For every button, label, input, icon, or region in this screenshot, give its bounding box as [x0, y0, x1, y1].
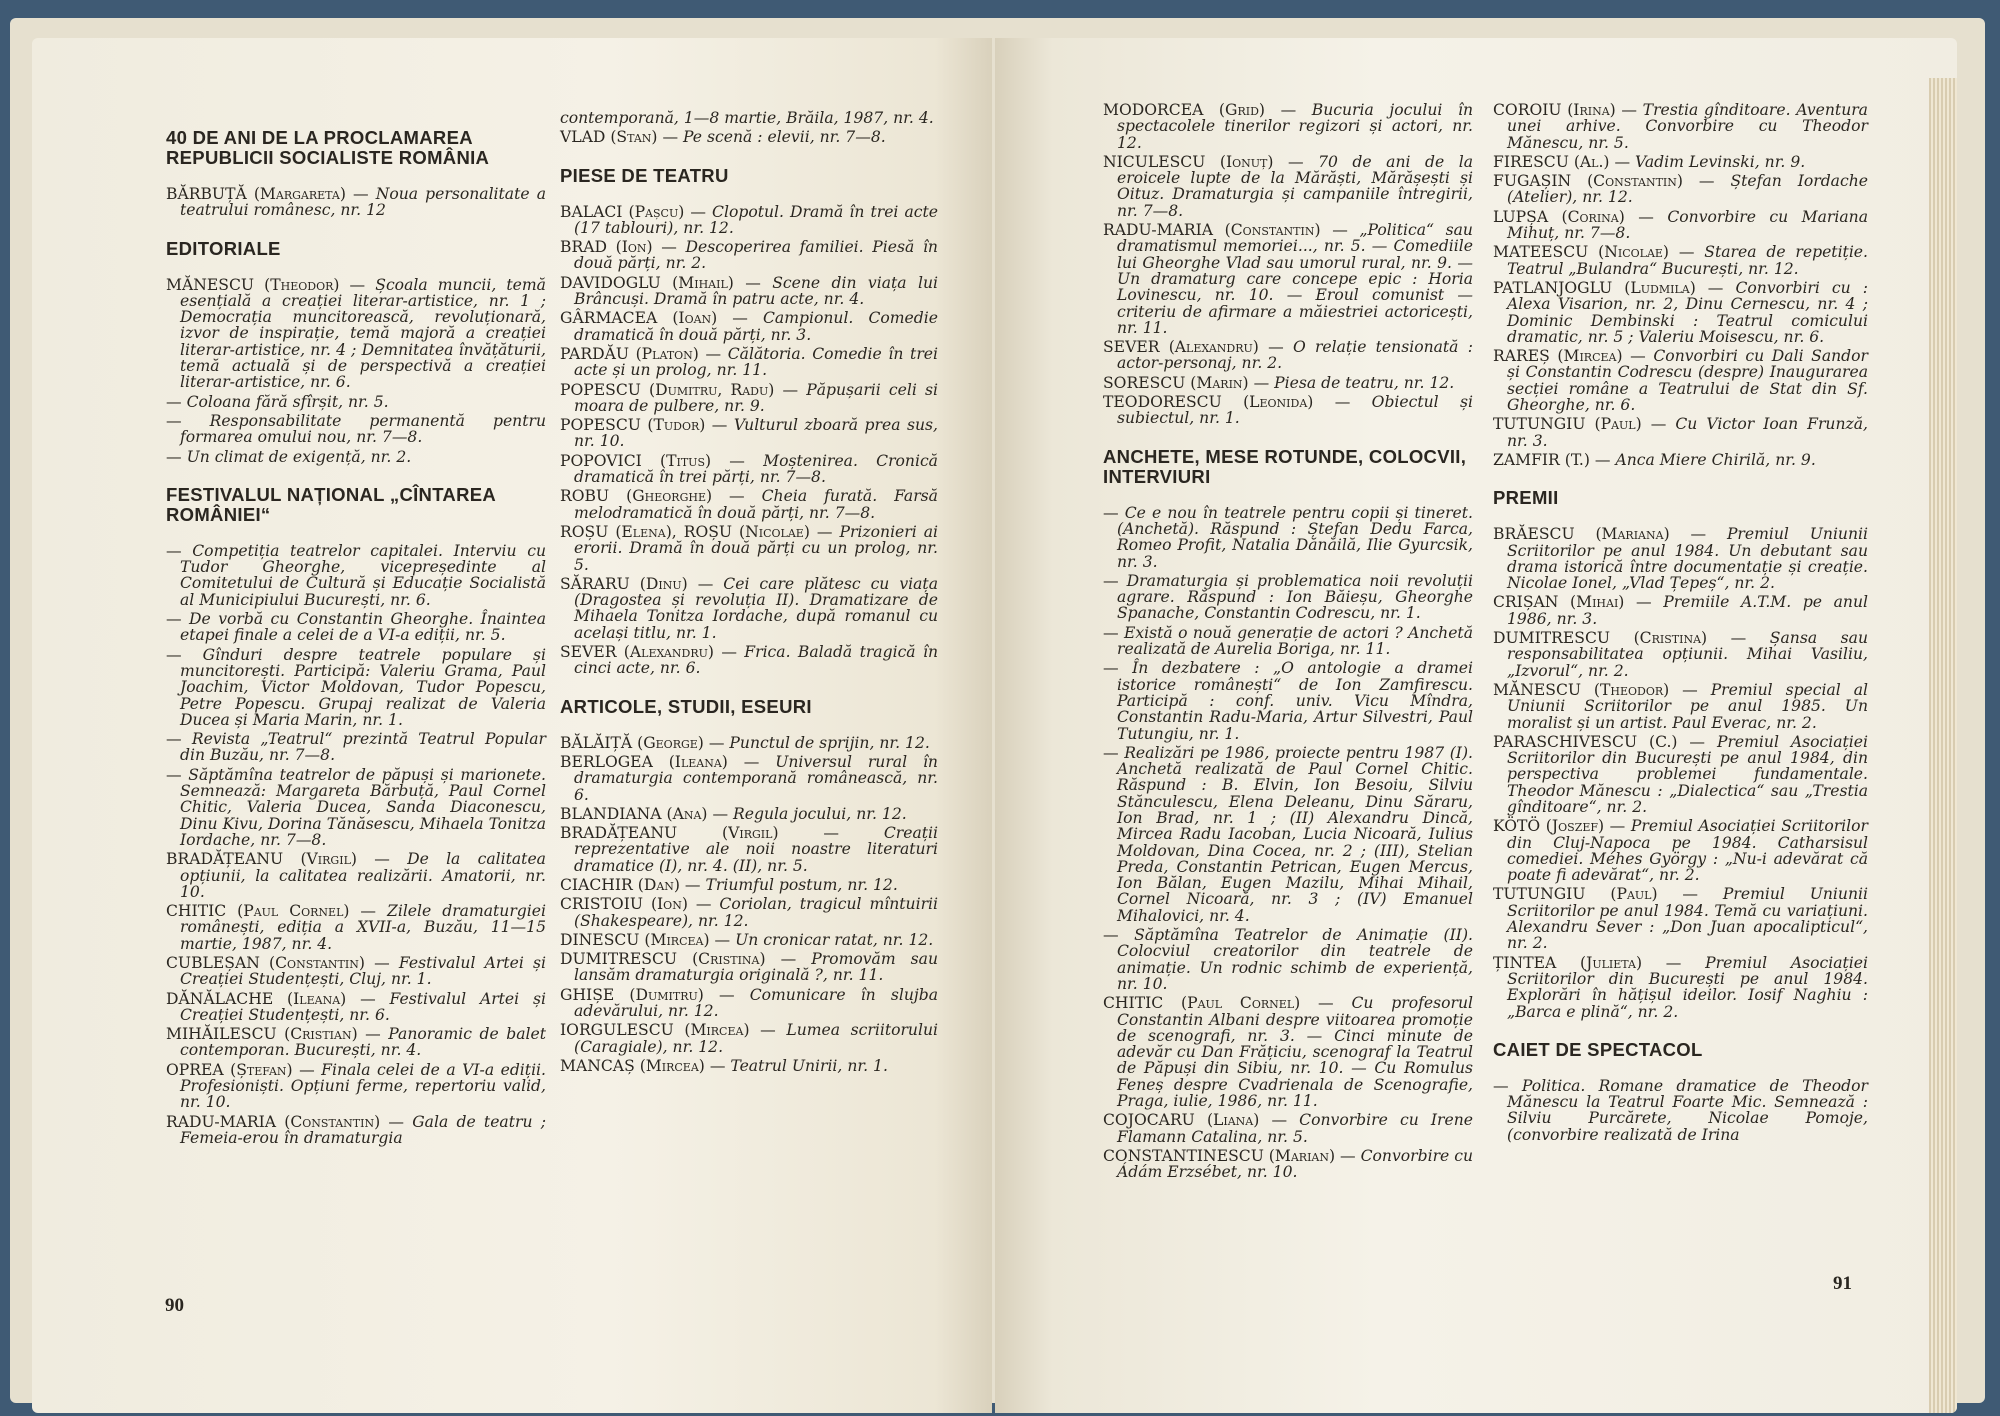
bibliography-entry [1493, 280, 1868, 345]
entry-author: — [1103, 503, 1119, 522]
entry-title: Cheia furată. Farsă melodramatică în două părți, nr. 7—8. [574, 487, 938, 522]
entry-title: Punctul de sprijin, nr. 12. [729, 733, 930, 752]
entry-author: GÂRMACEA (Ioan) — [560, 309, 748, 328]
entry-author: BĂLĂIȚĂ (George) — [560, 733, 725, 752]
bibliography-entry [560, 1022, 938, 1055]
entry-author: SĂRARU (Dinu) — [560, 574, 714, 593]
entry-title: Vulturul zboară prea sus, nr. 10. [574, 416, 938, 451]
bibliography-entry [166, 611, 546, 644]
entry-title: Premiul Asociației Scriitorilor din București pe anul 1984, din perspectiva problemei fundamentale. Theodor Mănescu : „Dialectica“ sau „Trestia gînditoare“, nr. 2. [1507, 732, 1868, 816]
entry-author: CRIȘAN (Mihai) — [1493, 593, 1652, 612]
entry-title: Gala de teatru ; Femeia-erou în dramaturgia [180, 1112, 546, 1147]
left-page-column-2 [560, 110, 938, 1077]
entry-title: Lumea scriitorului (Caragiale), nr. 12. [574, 1021, 938, 1056]
entry-title: Zilele dramaturgiei românești, ediția a XVII-a, Buzău, 11—15 martie, 1987, nr. 4. [180, 902, 546, 953]
entry-author: CRISTOIU (Ion) — [560, 895, 712, 914]
entry-title: 70 de ani de la eroicele lupte de la Mărăști, Mărășești și Oituz. Dramaturgia și campaniile întregirii, nr. 7—8. [1117, 152, 1473, 220]
bibliography-entry [1103, 927, 1473, 992]
entry-title: Ștefan Iordache (Atelier), nr. 12. [1507, 172, 1868, 207]
bibliography-entry [166, 543, 546, 608]
section-heading: ARTICOLE, STUDII, ESEURI [560, 695, 812, 717]
entry-author: GHIȘE (Dumitru) — [560, 985, 735, 1004]
entry-title: Cu profesorul Constantin Albani despre viitoarea promoție de scenografi, nr. 3. — Cinci minute de adevăr cu Dan Frățiciu, scenograf la Teatrul de Păpuși din Sibiu, nr. 10. — Cu Romulus Feneș despre Cvadrienala de Scenografie, Praga, iulie, 1986, nr. 11. [1117, 994, 1473, 1111]
entry-author: — [166, 411, 182, 430]
entry-author: — [1103, 659, 1119, 678]
entry-author: MĂNESCU (Theodor) — [166, 275, 366, 294]
entry-title: Gînduri despre teatrele populare și muncitorești. Participă: Valeriu Grama, Paul Joachim, Victor Moldovan, Tudor Popescu, Petre Popescu. Grupaj realizat de Valeria Ducea și Maria Marin, nr. 1. [180, 645, 546, 729]
entry-title: Promovăm sau lansăm dramaturgia originală ?, nr. 11. [574, 950, 938, 985]
bibliography-entry [560, 932, 938, 948]
entry-title: Starea de repetiție. Teatrul „Bulandra“ București, nr. 12. [1507, 243, 1868, 278]
bibliography-entry [560, 488, 938, 521]
entry-title: Trestia gînditoare. Aventura unei arhive. Convorbire cu Theodor Mănescu, nr. 5. [1507, 101, 1868, 152]
entry-author: NICULESCU (Ionuț) — [1103, 152, 1304, 171]
entry-title: Finala celei de a VI-a ediții. Profesioniști. Opțiuni ferme, repertoriu valid, nr. 10. [180, 1060, 546, 1112]
bibliography-entry [560, 877, 938, 893]
section-heading: 40 DE ANI DE LA PROCLAMAREA REPUBLICII SOCIALISTE ROMÂNIA [166, 127, 490, 168]
entry-title: Coloana fără sfîrșit, nr. 5. [186, 392, 389, 411]
bibliography-entry [1103, 660, 1473, 741]
entry-title: Pe scenă : elevii, nr. 7—8. [683, 128, 886, 147]
entry-title: Realizări pe 1986, proiecte pentru 1987 (I). Anchetă realizată de Paul Cornel Chitic. Răspund : B. Elvin, Ion Besoiu, Silviu Stănculescu, Elena Deleanu, Dinu Săraru, Ion Brad, nr. 1 ; (II) Alexandru Dincă, Mircea Radu Iacoban, Lucia Nicoară, Iulius Moldovan, Dina Cocea, nr. 2 ; (III), Stelian Preda, Constantin Petrican, Eugen Mercus, Ion Bălan, Eugen Mazilu, Mihai Mihail, Cornel Nicoară, nr. 3 ; (IV) Emanuel Mihalovici, nr. 4. [1117, 743, 1473, 925]
bibliography-entry [560, 382, 938, 415]
entry-title: Creații reprezentative ale noii noastre literaturi dramatice (I), nr. 4. (II), nr. 5. [574, 824, 938, 875]
bibliography-entry [166, 1062, 546, 1111]
bibliography-entry [1103, 573, 1473, 622]
entry-title: Săptămîna Teatrelor de Animație (II). Colocviul creatorilor din teatrele de animație. Un rodnic schimb de experiență, nr. 10. [1117, 926, 1473, 993]
bibliography-entry [1103, 625, 1473, 658]
entry-author: CIACHIR (Dan) — [560, 875, 701, 894]
entry-title: O relație tensionată : actor-personaj, nr. 2. [1117, 338, 1473, 373]
bibliography-entry [1493, 682, 1868, 731]
bibliography-entry [1493, 886, 1868, 951]
entry-author: OPREA (Ștefan) — [166, 1060, 315, 1079]
bibliography-entry [166, 394, 546, 410]
bibliography-entry [1493, 244, 1868, 277]
bibliography-entry [560, 825, 938, 874]
bibliography-entry [1493, 526, 1868, 591]
entry-author: PARASCHIVESCU (C.) — [1493, 732, 1706, 751]
entry-title: Cu Victor Ioan Frunză, nr. 3. [1507, 415, 1868, 450]
entry-author: CUBLEȘAN (Constantin) — [166, 953, 390, 972]
bibliography-entry [1493, 209, 1868, 242]
bibliography-entry [560, 951, 938, 984]
entry-title: Panoramic de balet contemporan. București, nr. 4. [180, 1025, 546, 1060]
page-number-left: 90 [165, 1295, 184, 1316]
entry-author: BRĂESCU (Mariana) — [1493, 525, 1707, 544]
entry-author: ZAMFIR (T.) — [1493, 450, 1611, 469]
entry-author: POPOVICI (Titus) — [560, 451, 745, 470]
entry-author: MĂNESCU (Theodor) — [1493, 680, 1698, 699]
entry-author: — [1103, 623, 1119, 642]
bibliography-entry [166, 1026, 546, 1059]
entry-title: Obiectul și subiectul, nr. 1. [1117, 393, 1473, 428]
entry-author: VLAD (Stan) — [560, 128, 679, 147]
entry-author: BERLOGEA (Ileana) — [560, 752, 760, 771]
entry-title: Există o nouă generație de actori ? Anchetă realizată de Aurelia Boriga, nr. 11. [1117, 623, 1473, 659]
entry-title: Săptămîna teatrelor de păpuși și marionete. Semnează: Margareta Bărbuță, Paul Cornel Chitic, Valeria Ducea, Sanda Diaconescu, Dinu Kivu, Dorina Tănăsescu, Mihaela Tonitza Iordache, nr. 7—8. [180, 765, 546, 849]
entry-title: Clopotul. Dramă în trei acte (17 tablouri), nr. 12. [574, 202, 939, 237]
bibliography-entry [166, 903, 546, 952]
entry-author: POPESCU (Dumitru, Radu) — [560, 380, 799, 399]
entry-author: — [166, 447, 182, 466]
entry-continuation [560, 110, 938, 126]
bibliography-entry [560, 806, 938, 822]
entry-author: PATLANJOGLU (Ludmila) — [1493, 278, 1724, 297]
entry-title: Anca Miere Chirilă, nr. 9. [1615, 450, 1816, 469]
entry-title: Convorbire cu Ádám Erzsébet, nr. 10. [1117, 1146, 1473, 1182]
entry-author: DUMITRESCU (Cristina) — [560, 950, 797, 969]
entry-title: Convorbiri cu : Alexa Visarion, nr. 2, Dinu Cernescu, nr. 4 ; Dominic Dembinski : Teatrul comicului dramatic, nr. 5 ; Valeriu Moisescu, nr. 6. [1507, 278, 1868, 346]
bibliography-entry [166, 851, 546, 900]
entry-author: CONSTANTINESCU (Marian) — [1103, 1146, 1356, 1165]
left-page-column-1 [166, 100, 546, 1149]
bibliography-entry [560, 1058, 938, 1074]
bibliography-entry [1103, 1112, 1473, 1145]
entry-title: Teatrul Unirii, nr. 1. [730, 1056, 888, 1075]
entry-title: Premiul Asociației Scriitorilor din Cluj-Napoca pe 1984. Catharsisul comediei. Méhes György : „Nu-i adevărat că poate fi adevărat“, nr. 2. [1507, 817, 1868, 885]
entry-title: Școala muncii, temă esențială a creației literar-artistice, nr. 1 ; Democrația muncitorească, revoluționară, izvor de inspirație, temă majoră a creației literar-artistice, nr. 4 ; Demnitatea învățăturii, temă actuală și de perspectivă a creației literar-artistice, nr. 6. [180, 275, 546, 392]
bibliography-entry [560, 524, 938, 573]
bibliography-entry [1493, 955, 1868, 1020]
entry-author: — [166, 765, 182, 784]
bibliography-entry [1493, 1078, 1868, 1143]
bibliography-entry [166, 413, 546, 446]
entry-author: BĂRBUȚĂ (Margareta) — [166, 185, 369, 203]
entry-author: — [1103, 926, 1119, 945]
entry-author: KÖTÖ (Joszef) — [1493, 817, 1626, 836]
entry-title: Descoperirea familiei. Piesă în două părți, nr. 2. [574, 238, 938, 273]
bibliography-entry [560, 987, 938, 1020]
bibliography-entry [1103, 154, 1473, 219]
entry-title: Șansa sau responsabilitatea opțiunii. Mihai Vasiliu, „Izvorul“, nr. 2. [1507, 629, 1868, 680]
entry-author: COJOCARU (Liana) — [1103, 1111, 1288, 1130]
entry-author: DĂNĂLACHE (Ileana) — [166, 989, 376, 1008]
bibliography-entry [1103, 394, 1473, 427]
bibliography-entry [166, 449, 546, 465]
entry-title: Vadim Levinski, nr. 9. [1635, 152, 1806, 171]
bibliography-entry [560, 310, 938, 343]
entry-title: Călătoria. Comedie în trei acte și un prolog, nr. 11. [574, 344, 938, 380]
page-edges [1929, 78, 1957, 1413]
entry-author: TEODORESCU (Leonida) — [1103, 393, 1351, 412]
entry-author: — [1103, 571, 1119, 590]
bibliography-entry [166, 1114, 546, 1147]
entry-author: RADU-MARIA (Constantin) — [166, 1112, 404, 1131]
entry-title: Dramaturgia și problematica noii revoluții agrare. Răspund : Ion Băieșu, Gheorghe Spanache, Constantin Codrescu, nr. 1. [1117, 571, 1473, 623]
entry-author: IORGULESCU (Mircea) — [560, 1021, 776, 1040]
entry-title: Competiția teatrelor capitalei. Interviu cu Tudor Gheorghe, vicepreședinte al Comitetului de Cultură și Educație Socialistă al Municipiului București, nr. 6. [180, 541, 546, 609]
entry-title: Premiul Uniunii Scriitorilor pe anul 1984. Un debutant sau drama istorică între documentație și creație. Nicolae Ionel, „Vlad Țepeș“, nr. 2. [1507, 525, 1868, 593]
bibliography-entry [1493, 173, 1868, 206]
bibliography-entry [1493, 102, 1868, 151]
bibliography-entry [560, 129, 938, 145]
bibliography-entry [166, 731, 546, 764]
bibliography-entry [166, 647, 546, 728]
entry-title: Piesa de teatru, nr. 12. [1274, 373, 1455, 392]
entry-title: Premiul Asociației Scriitorilor din București pe anul 1984. Explorări în hățișul ideilor. Iosif Naghiu : „Barca e plină“, nr. 2. [1507, 953, 1869, 1021]
entry-title: Cei care plătesc cu viața (Dragostea și revoluția II). Dramatizare de Mihaela Tonitza Iordache, după romanul cu același titlu, nr. 1. [574, 574, 938, 642]
section-heading: PREMII [1493, 487, 1559, 509]
entry-title: Universul rural în dramaturgia contemporană românească, nr. 6. [574, 752, 938, 804]
bibliography-entry [1493, 154, 1868, 170]
entry-title: Bucuria jocului în spectacolele tinerilor regizori și actori, nr. 12. [1117, 101, 1474, 152]
entry-author: MATEESCU (Nicolae) — [1493, 243, 1695, 262]
entry-title: Convorbire cu Irene Flamann Catalina, nr. 5. [1117, 1111, 1473, 1146]
entry-title: Frica. Baladă tragică în cinci acte, nr. 6. [574, 643, 938, 678]
section-heading: ANCHETE, MESE ROTUNDE, COLOCVII, INTERVIURI [1103, 445, 1467, 487]
entry-title: Triumful postum, nr. 12. [705, 875, 898, 894]
entry-author: COROIU (Irina) — [1493, 101, 1637, 119]
bibliography-entry [1103, 745, 1473, 924]
right-page-column-1 [1103, 102, 1473, 1184]
bibliography-entry [1103, 995, 1473, 1109]
entry-author: SEVER (Alexandru) — [1103, 338, 1284, 357]
right-page-column-2 [1493, 102, 1868, 1146]
entry-author: MIHĂILESCU (Cristian) — [166, 1025, 381, 1044]
entry-title: „Politica“ sau dramatismul memoriei..., nr. 5. — Comediile lui Gheorghe Vlad sau umorul rural, nr. 9. — Un dramaturg care concepe epic : Horia Lovinescu, nr. 10. — Eroul comunist — criteriu de afirmare a măiestriei actoricești, nr. 11. [1117, 221, 1473, 337]
bibliography-entry [560, 204, 938, 237]
bibliography-entry [166, 767, 546, 848]
entry-title: Ce e nou în teatrele pentru copii și tineret. (Anchetă). Răspund : Ștefan Dedu Farca, Romeo Profit, Natalia Dănăilă, Ilie Gyurcsik, nr. 3. [1117, 503, 1473, 571]
entry-title: De vorbă cu Constantin Gheorghe. Înaintea etapei finale a celei de a VI-a ediții, nr. 5. [180, 610, 546, 645]
entry-author: POPESCU (Tudor) — [560, 416, 728, 435]
entry-author: SEVER (Alexandru) — [560, 643, 737, 662]
entry-title: Un cronicar ratat, nr. 12. [735, 930, 934, 949]
bibliography-entry [1103, 1148, 1473, 1181]
entry-title: Un climat de exigență, nr. 2. [186, 447, 412, 466]
bibliography-entry [560, 417, 938, 450]
bibliography-entry [1493, 416, 1868, 449]
entry-author: ROBU (Gheorghe) — [560, 487, 745, 506]
bibliography-entry [1493, 348, 1868, 413]
bibliography-entry [1103, 375, 1473, 391]
entry-title: Festivalul Artei și Creației Studențești, nr. 6. [180, 989, 546, 1024]
bibliography-entry [1493, 734, 1868, 815]
bibliography-entry [560, 275, 938, 308]
entry-author: — [1493, 1076, 1509, 1095]
entry-author: BRAD (Ion) — [560, 238, 677, 257]
entry-author: ROȘU (Elena), ROȘU (Nicolae) — [560, 522, 833, 541]
entry-title: Regula jocului, nr. 12. [733, 804, 907, 823]
entry-title: Convorbire cu Mariana Mihuț, nr. 7—8. [1507, 207, 1868, 243]
entry-title: Noua personalitate a teatrului românesc, nr. 12 [180, 185, 546, 220]
entry-author: BALACI (Pașcu) — [560, 202, 706, 221]
entry-title: Scene din viața lui Brâncuși. Dramă în patru acte, nr. 4. [574, 273, 938, 309]
entry-author: — [166, 730, 182, 749]
entry-author: RADU-MARIA (Constantin) — [1103, 221, 1348, 240]
entry-author: DAVIDOGLU (Mihail) — [560, 273, 761, 292]
entry-author: MANCAȘ (Mircea) — [560, 1056, 726, 1075]
entry-title: Responsabilitate permanentă pentru formarea omului nou, nr. 7—8. [180, 411, 546, 447]
entry-author: DUMITRESCU (Cristina) — [1493, 629, 1747, 648]
bibliography-entry [166, 991, 546, 1024]
entry-author: — [1103, 743, 1119, 762]
entry-title: Festivalul Artei și Creației Studențești, Cluj, nr. 1. [180, 953, 546, 989]
bibliography-entry [1493, 452, 1868, 468]
entry-author: TUTUNGIU (Paul) — [1493, 415, 1667, 434]
bibliography-entry [166, 277, 546, 391]
bibliography-entry [1103, 102, 1473, 151]
bibliography-entry [560, 735, 938, 751]
entry-author: BLANDIANA (Ana) — [560, 804, 729, 823]
section-heading: CAIET DE SPECTACOL [1493, 1038, 1703, 1060]
entry-title: Campionul. Comedie dramatică în două părți, nr. 3. [574, 309, 938, 344]
entry-author: TUTUNGIU (Paul) — [1493, 885, 1699, 904]
entry-author: BRADĂȚEANU (Virgil) — [560, 824, 839, 843]
bibliography-entry [560, 346, 938, 379]
entry-title: Convorbiri cu Dali Sandor și Constantin Codrescu (despre) Inaugurarea secției române a Teatrului de Stat din Sf. Gheorghe, nr. 6. [1507, 347, 1868, 415]
entry-author: FIRESCU (Al.) — [1493, 152, 1631, 171]
section-heading: EDITORIALE [166, 237, 281, 259]
entry-title: Politica. Romane dramatice de Theodor Mănescu la Teatrul Foarte Mic. Semnează : Silviu Purcărete, Nicolae Pomoje, (convorbire realizată de Irina [1507, 1076, 1868, 1144]
bibliography-entry [166, 186, 546, 219]
bibliography-entry [560, 453, 938, 486]
bibliography-entry [1493, 818, 1868, 883]
entry-author: MODORCEA (Grid) — [1103, 101, 1297, 119]
section-heading: FESTIVALUL NAȚIONAL „CÎNTAREA ROMÂNIEI“ [166, 483, 496, 525]
entry-author: DINESCU (Mircea) — [560, 930, 731, 949]
entry-title: Moștenirea. Cronică dramatică în trei părți, nr. 7—8. [574, 451, 938, 487]
bibliography-entry [1103, 505, 1473, 570]
entry-author: SORESCU (Marin) — [1103, 373, 1270, 392]
entry-author: CHITIC (Paul Cornel) — [166, 902, 377, 921]
bibliography-entry [1493, 594, 1868, 627]
bibliography-entry [166, 955, 546, 988]
entry-author: — [166, 610, 182, 629]
bibliography-entry [1103, 222, 1473, 336]
entry-author: LUPȘA (Corina) — [1493, 207, 1654, 226]
entry-title: Coriolan, tragicul mîntuirii (Shakespeare), nr. 12. [574, 895, 939, 930]
entry-author: CHITIC (Paul Cornel) — [1103, 994, 1334, 1013]
entry-title: Revista „Teatrul“ prezintă Teatrul Popular din Buzău, nr. 7—8. [180, 730, 546, 765]
entry-author: RAREȘ (Mircea) — [1493, 347, 1646, 366]
entry-author: FUGAȘIN (Constantin) — [1493, 172, 1715, 191]
bibliography-entry [560, 644, 938, 677]
entry-text: contemporană, 1—8 martie, Brăila, 1987, nr. 4. [560, 109, 934, 127]
section-heading: PIESE DE TEATRU [560, 164, 729, 186]
entry-title: Premiul Uniunii Scriitorilor pe anul 1984. Temă cu variațiuni. Alexandru Sever : „Don Juan apocalipticul“, nr. 2. [1507, 885, 1868, 953]
entry-title: Comunicare în slujba adevărului, nr. 12. [574, 985, 938, 1021]
entry-title: Păpușarii celi si moara de pulbere, nr. 9. [574, 380, 938, 415]
entry-title: De la calitatea opțiunii, la calitatea realizării. Amatorii, nr. 10. [180, 850, 546, 901]
entry-author: — [166, 645, 182, 664]
entry-author: — [166, 541, 182, 560]
book-spread [10, 18, 1985, 1403]
page-number-right: 91 [1833, 1273, 1852, 1294]
left-page [32, 38, 992, 1413]
bibliography-entry [560, 754, 938, 803]
entry-title: Prizonieri ai erorii. Dramă în două părți cu un prolog, nr. 5. [574, 522, 938, 574]
entry-title: Premiile A.T.M. pe anul 1986, nr. 3. [1507, 593, 1869, 628]
entry-author: BRADĂȚEANU (Virgil) — [166, 850, 390, 869]
entry-author: PARDĂU (Platon) — [560, 344, 722, 363]
bibliography-entry [1493, 630, 1868, 679]
bibliography-entry [1103, 339, 1473, 372]
entry-author: ȚINTEA (Julieta) — [1493, 953, 1682, 972]
bibliography-entry [560, 576, 938, 641]
entry-title: În dezbatere : „O antologie a dramei istorice românești“ de Ion Zamfirescu. Participă : conf. univ. Vicu Mîndra, Constantin Radu-Maria, Artur Silvestri, Paul Tutungiu, nr. 1. [1117, 659, 1473, 743]
entry-title: Premiul special al Uniunii Scriitorilor pe anul 1985. Un moralist și un artist. Paul Everac, nr. 2. [1507, 680, 1868, 732]
entry-author: — [166, 392, 182, 411]
bibliography-entry [560, 896, 938, 929]
bibliography-entry [560, 239, 938, 272]
right-page [995, 38, 1957, 1413]
